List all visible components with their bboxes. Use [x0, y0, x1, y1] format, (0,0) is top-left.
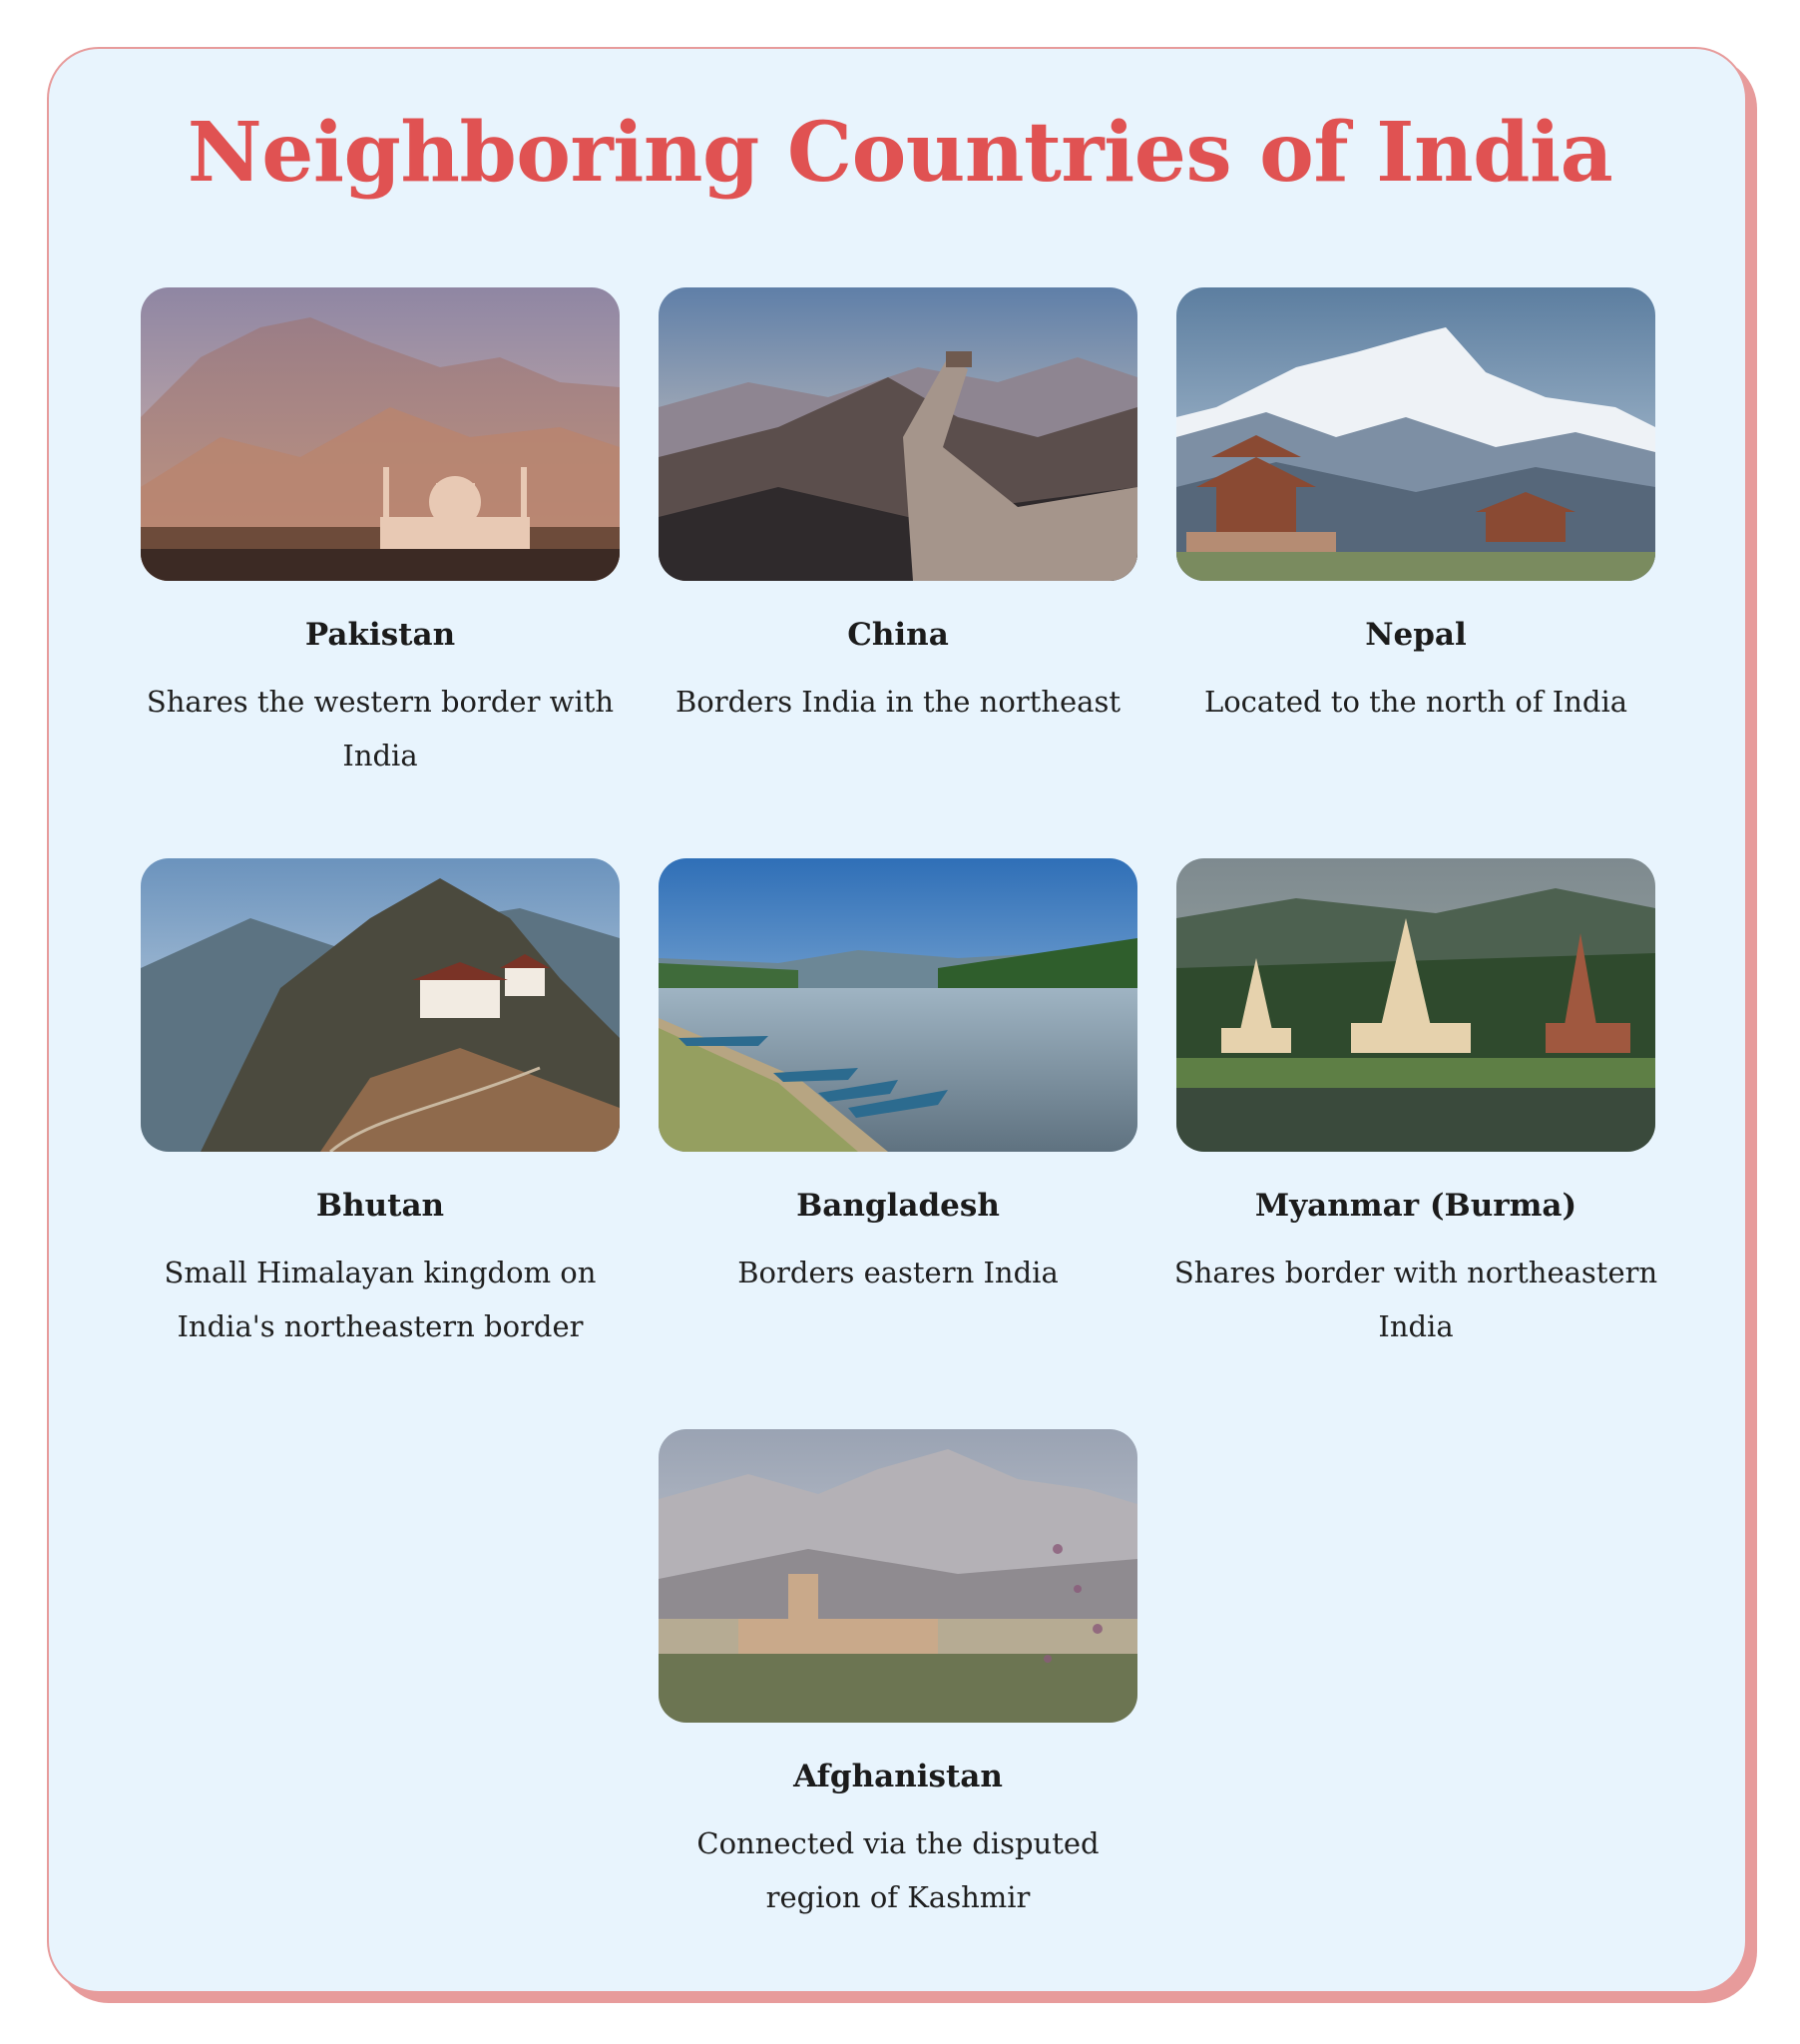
- country-name: China: [847, 617, 949, 653]
- nepal-photo: [1176, 287, 1655, 581]
- country-card-china: [639, 287, 1157, 729]
- country-description: Located to the north of India: [1203, 685, 1628, 719]
- country-name: Nepal: [1365, 617, 1467, 653]
- pakistan-photo: [141, 287, 620, 581]
- country-name: Bangladesh: [796, 1188, 1000, 1224]
- country-description: Borders eastern India: [737, 1256, 1059, 1289]
- country-card-pakistan: [121, 287, 640, 782]
- afghanistan-photo: [659, 1429, 1137, 1723]
- country-card-myanmar: [1156, 858, 1675, 1353]
- country-name: Pakistan: [304, 617, 456, 653]
- country-card-bangladesh: [639, 858, 1157, 1299]
- country-description: Shares border with northeastern India: [1173, 1256, 1658, 1343]
- page-title: Neighboring Countries of India: [187, 105, 1613, 201]
- country-name: Myanmar (Burma): [1254, 1188, 1577, 1224]
- country-name: Bhutan: [315, 1188, 445, 1224]
- country-description: Shares the western border with India: [146, 685, 615, 772]
- country-card-bhutan: [121, 858, 640, 1353]
- bhutan-photo: [141, 858, 620, 1152]
- myanmar-photo: [1176, 858, 1655, 1152]
- country-description: Borders India in the northeast: [675, 685, 1121, 719]
- china-photo: [659, 287, 1137, 581]
- country-description: Connected via the disputed region of Kashmir: [696, 1826, 1100, 1914]
- country-name: Afghanistan: [793, 1759, 1003, 1794]
- bangladesh-photo: [659, 858, 1137, 1152]
- country-card-nepal: [1156, 287, 1675, 729]
- country-description: Small Himalayan kingdom on India's northeastern border: [164, 1256, 597, 1343]
- country-card-afghanistan: [639, 1429, 1157, 1924]
